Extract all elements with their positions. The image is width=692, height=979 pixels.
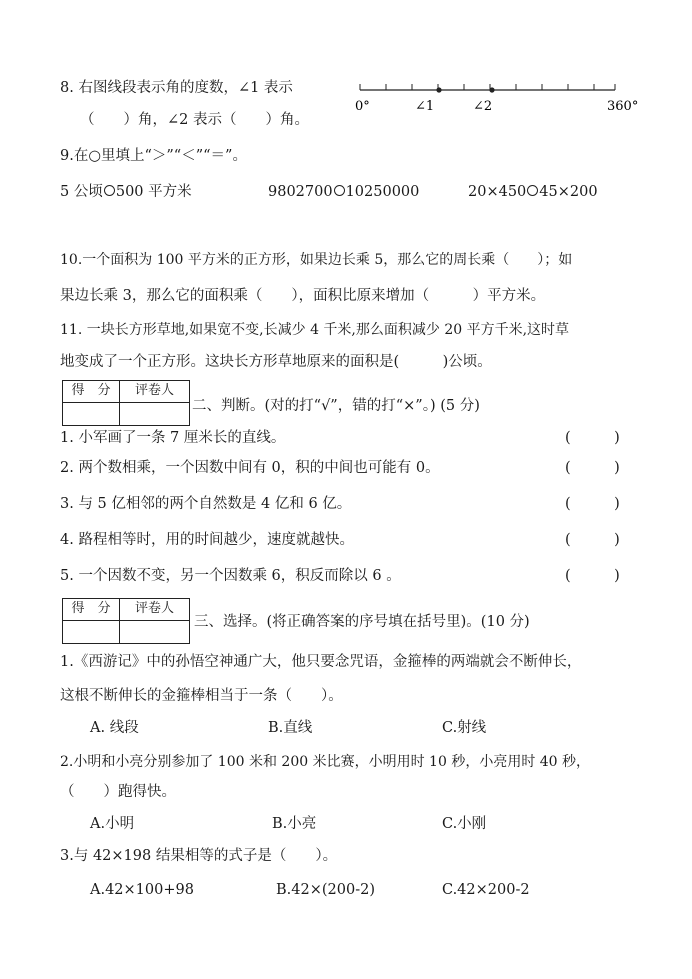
q9-item-2-right: 10250000 (345, 184, 420, 200)
section3-title: 三、选择。(将正确答案的序号填在括号里)。(10 分) (194, 614, 530, 630)
judge-paren-2[interactable]: ( ) (565, 460, 620, 476)
q9-item-2-left: 9802700 (268, 184, 333, 200)
grader-label: 评卷人 (134, 601, 174, 616)
choice-q2-option-c[interactable]: C.小刚 (442, 816, 487, 832)
score-label: 得 分 (71, 601, 111, 616)
choice-q1-option-b[interactable]: B.直线 (268, 720, 313, 736)
compare-circle-icon[interactable] (527, 185, 538, 196)
q9-item-3 (468, 182, 598, 202)
judge-item-4: 4. 路程相等时，用的时间越少，速度就越快。 (60, 532, 354, 548)
choice-q2-line1: 2.小明和小亮分别参加了 100 米和 200 米比赛，小明用时 10 秒，小亮用时 40 秒， (60, 754, 591, 770)
judge-item-5: 5. 一个因数不变，另一个因数乘 6，积反而除以 6 。 (60, 568, 401, 584)
score-box-section3 (62, 598, 190, 644)
label-end: 360° (607, 99, 639, 114)
grader-label: 评卷人 (134, 383, 174, 398)
label-angle2: ∠2 (473, 99, 493, 114)
judge-paren-3[interactable]: ( ) (565, 496, 620, 512)
judge-item-2: 2. 两个数相乘，一个因数中间有 0，积的中间也可能有 0。 (60, 460, 440, 476)
q11-line1: 11. 一块长方形草地,如果宽不变,长减少 4 千米,那么面积减少 20 平方千米,这时草 (60, 322, 570, 338)
q8-line2: （ ）角，∠2 表示（ ）角。 (80, 112, 309, 128)
score-box-section2 (62, 380, 190, 426)
choice-q1-option-c[interactable]: C.射线 (442, 720, 487, 736)
tick-marks (360, 84, 615, 90)
choice-q1-line1: 1.《西游记》中的孙悟空神通广大，他只要念咒语，金箍棒的两端就会不断伸长， (60, 654, 582, 670)
choice-q2-option-b[interactable]: B.小亮 (272, 816, 317, 832)
q11-line2: 地变成了一个正方形。这块长方形草地原来的面积是( )公顷。 (60, 354, 492, 370)
choice-q2-line2: （ ）跑得快。 (60, 784, 176, 800)
judge-paren-4[interactable]: ( ) (565, 532, 620, 548)
q9-item-2 (268, 182, 419, 202)
q9-item-3-right: 45×200 (539, 184, 598, 200)
q8-line1: 8. 右图线段表示角的度数，∠1 表示 (60, 80, 293, 96)
q9-item-1-left: 5 公顷 (60, 184, 103, 200)
judge-paren-1[interactable]: ( ) (565, 430, 620, 446)
q10-line2: 果边长乘 3，那么它的面积乘（ ），面积比原来增加（ ）平方米。 (60, 288, 546, 304)
section2-title: 二、判断。(对的打“√”，错的打“×”。) (5 分) (192, 398, 480, 414)
judge-item-1: 1. 小军画了一条 7 厘米长的直线。 (60, 430, 286, 446)
q9-item-3-left: 20×450 (468, 184, 527, 200)
choice-q3-option-c[interactable]: C.42×200-2 (442, 882, 530, 898)
label-angle1: ∠1 (415, 99, 435, 114)
q9-title: 9.在○里填上“＞”“＜”“＝”。 (60, 148, 247, 164)
choice-q3-line1: 3.与 42×198 结果相等的式子是（ ）。 (60, 848, 338, 864)
choice-q3-option-b[interactable]: B.42×(200-2) (276, 882, 375, 898)
choice-q1-option-a[interactable]: A. 线段 (90, 720, 139, 736)
q10-line1: 10.一个面积为 100 平方米的正方形，如果边长乘 5，那么它的周长乘（ ）；如 (60, 252, 573, 268)
score-label: 得 分 (71, 383, 111, 398)
angle1-point (436, 87, 441, 92)
judge-paren-5[interactable]: ( ) (565, 568, 620, 584)
judge-item-3: 3. 与 5 亿相邻的两个自然数是 4 亿和 6 亿。 (60, 496, 352, 512)
compare-circle-icon[interactable] (334, 185, 345, 196)
angle-number-line (355, 78, 655, 118)
choice-q3-option-a[interactable]: A.42×100+98 (90, 882, 194, 898)
choice-q1-line2: 这根不断伸长的金箍棒相当于一条（ ）。 (60, 688, 343, 704)
q9-item-1 (60, 182, 192, 202)
choice-q2-option-a[interactable]: A.小明 (90, 816, 135, 832)
angle2-point (489, 87, 494, 92)
label-start: 0° (355, 99, 370, 114)
compare-circle-icon[interactable] (104, 185, 115, 196)
q9-item-1-right: 500 平方米 (115, 184, 192, 200)
